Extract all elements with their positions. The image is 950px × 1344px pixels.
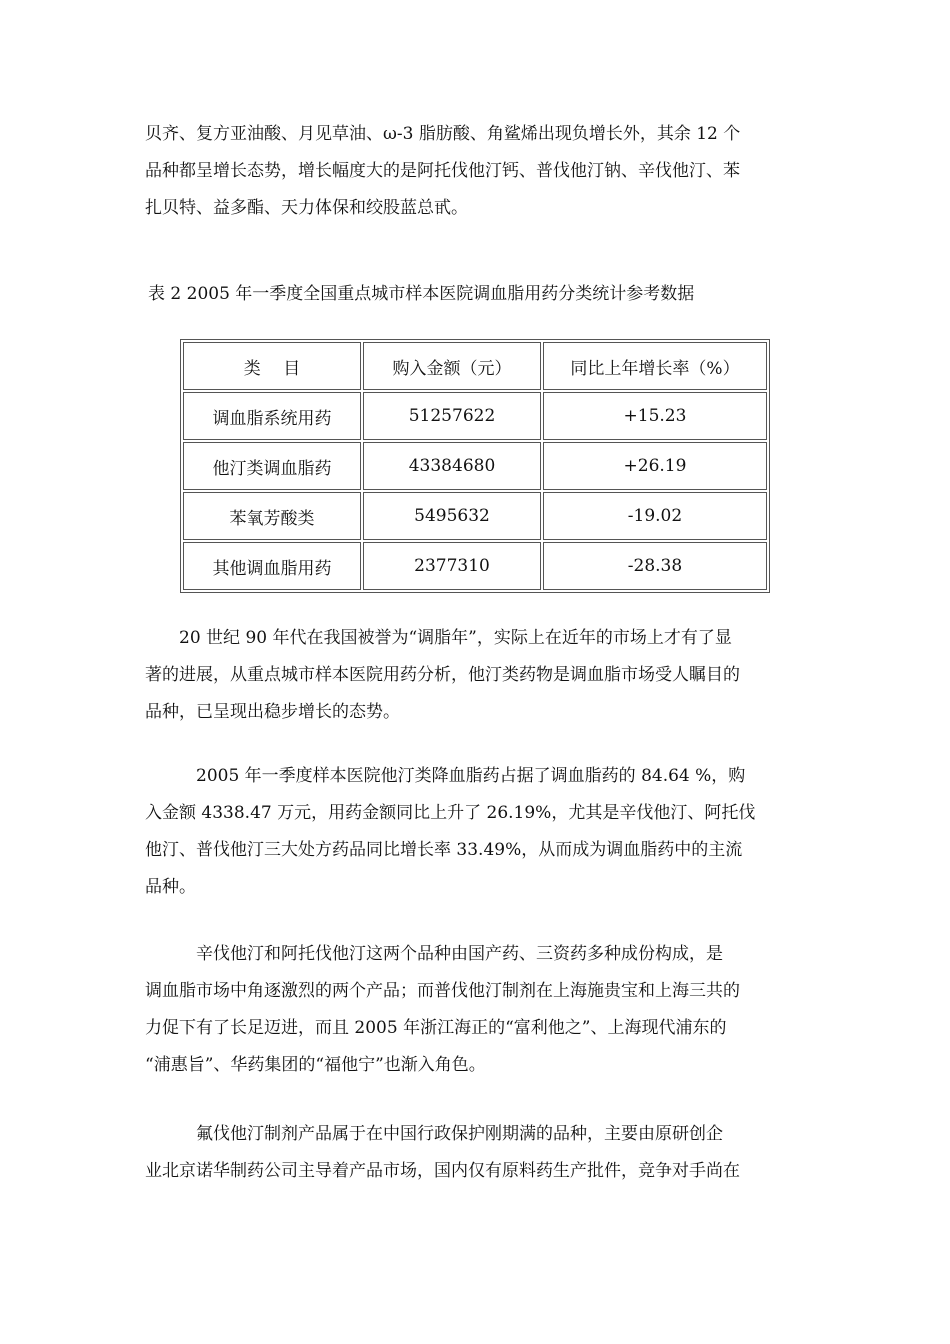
intro-paragraph <box>145 116 810 227</box>
table-cell: 苯氧芳酸类 <box>183 492 361 540</box>
text-line: 入金额 4338.47 万元，用药金额同比上升了 26.19%，尤其是辛伐他汀、阿托伐 <box>145 803 756 823</box>
table-cell: 51257622 <box>363 392 541 440</box>
table-cell: 其他调血脂用药 <box>183 542 361 590</box>
text-line: 他汀、普伐他汀三大处方药品同比增长率 33.49%，从而成为调血脂药中的主流 <box>145 840 743 860</box>
table-cell: 调血脂系统用药 <box>183 392 361 440</box>
text-line: 2005 年一季度样本医院他汀类降血脂药占据了调血脂药的 84.64 %，购 <box>145 766 746 786</box>
header-purchase-amount: 购入金额（元） <box>363 342 541 390</box>
text-line: 氟伐他汀制剂产品属于在中国行政保护刚期满的品种，主要由原研创企 <box>145 1124 723 1144</box>
header-growth-rate: 同比上年增长率（%） <box>543 342 767 390</box>
text-line: 业北京诺华制药公司主导着产品市场，国内仅有原料药生产批件，竞争对手尚在 <box>145 1161 740 1181</box>
table-row <box>183 492 767 540</box>
body-paragraph <box>145 1116 810 1190</box>
table-cell: +15.23 <box>543 392 767 440</box>
text-line: 贝齐、复方亚油酸、月见草油、ω-3 脂肪酸、角鲨烯出现负增长外，其余 12 个 <box>145 124 741 144</box>
table-cell: 2377310 <box>363 542 541 590</box>
table-row <box>183 542 767 590</box>
statistics-table <box>180 339 770 593</box>
text-line: 品种，已呈现出稳步增长的态势。 <box>145 702 400 722</box>
text-line: 调血脂市场中角逐激烈的两个产品；而普伐他汀制剂在上海施贵宝和上海三共的 <box>145 981 740 1001</box>
text-line: 辛伐他汀和阿托伐他汀这两个品种由国产药、三资药多种成份构成，是 <box>145 944 723 964</box>
text-line: 20 世纪 90 年代在我国被誉为“调脂年”，实际上在近年的市场上才有了显 <box>145 628 732 648</box>
text-line: 品种都呈增长态势，增长幅度大的是阿托伐他汀钙、普伐他汀钠、辛伐他汀、苯 <box>145 161 740 181</box>
body-paragraph <box>145 758 810 906</box>
body-paragraph <box>145 936 810 1084</box>
body-paragraph <box>145 620 810 731</box>
table-cell: -19.02 <box>543 492 767 540</box>
text-line: 力促下有了长足迈进，而且 2005 年浙江海正的“富利他之”、上海现代浦东的 <box>145 1018 727 1038</box>
table-cell: 43384680 <box>363 442 541 490</box>
text-line: 品种。 <box>145 877 196 897</box>
text-line: “浦惠旨”、华药集团的“福他宁”也渐入角色。 <box>145 1055 486 1075</box>
table-cell: -28.38 <box>543 542 767 590</box>
header-category: 类 目 <box>183 342 361 390</box>
table-caption: 表 2 2005 年一季度全国重点城市样本医院调血脂用药分类统计参考数据 <box>148 284 695 304</box>
table-cell: 他汀类调血脂药 <box>183 442 361 490</box>
text-line: 著的进展，从重点城市样本医院用药分析，他汀类药物是调血脂市场受人瞩目的 <box>145 665 740 685</box>
text-line: 扎贝特、益多酯、天力体保和绞股蓝总甙。 <box>145 198 468 218</box>
table-header-row <box>183 342 767 390</box>
table-row <box>183 392 767 440</box>
table-row <box>183 442 767 490</box>
table-cell: 5495632 <box>363 492 541 540</box>
table-cell: +26.19 <box>543 442 767 490</box>
